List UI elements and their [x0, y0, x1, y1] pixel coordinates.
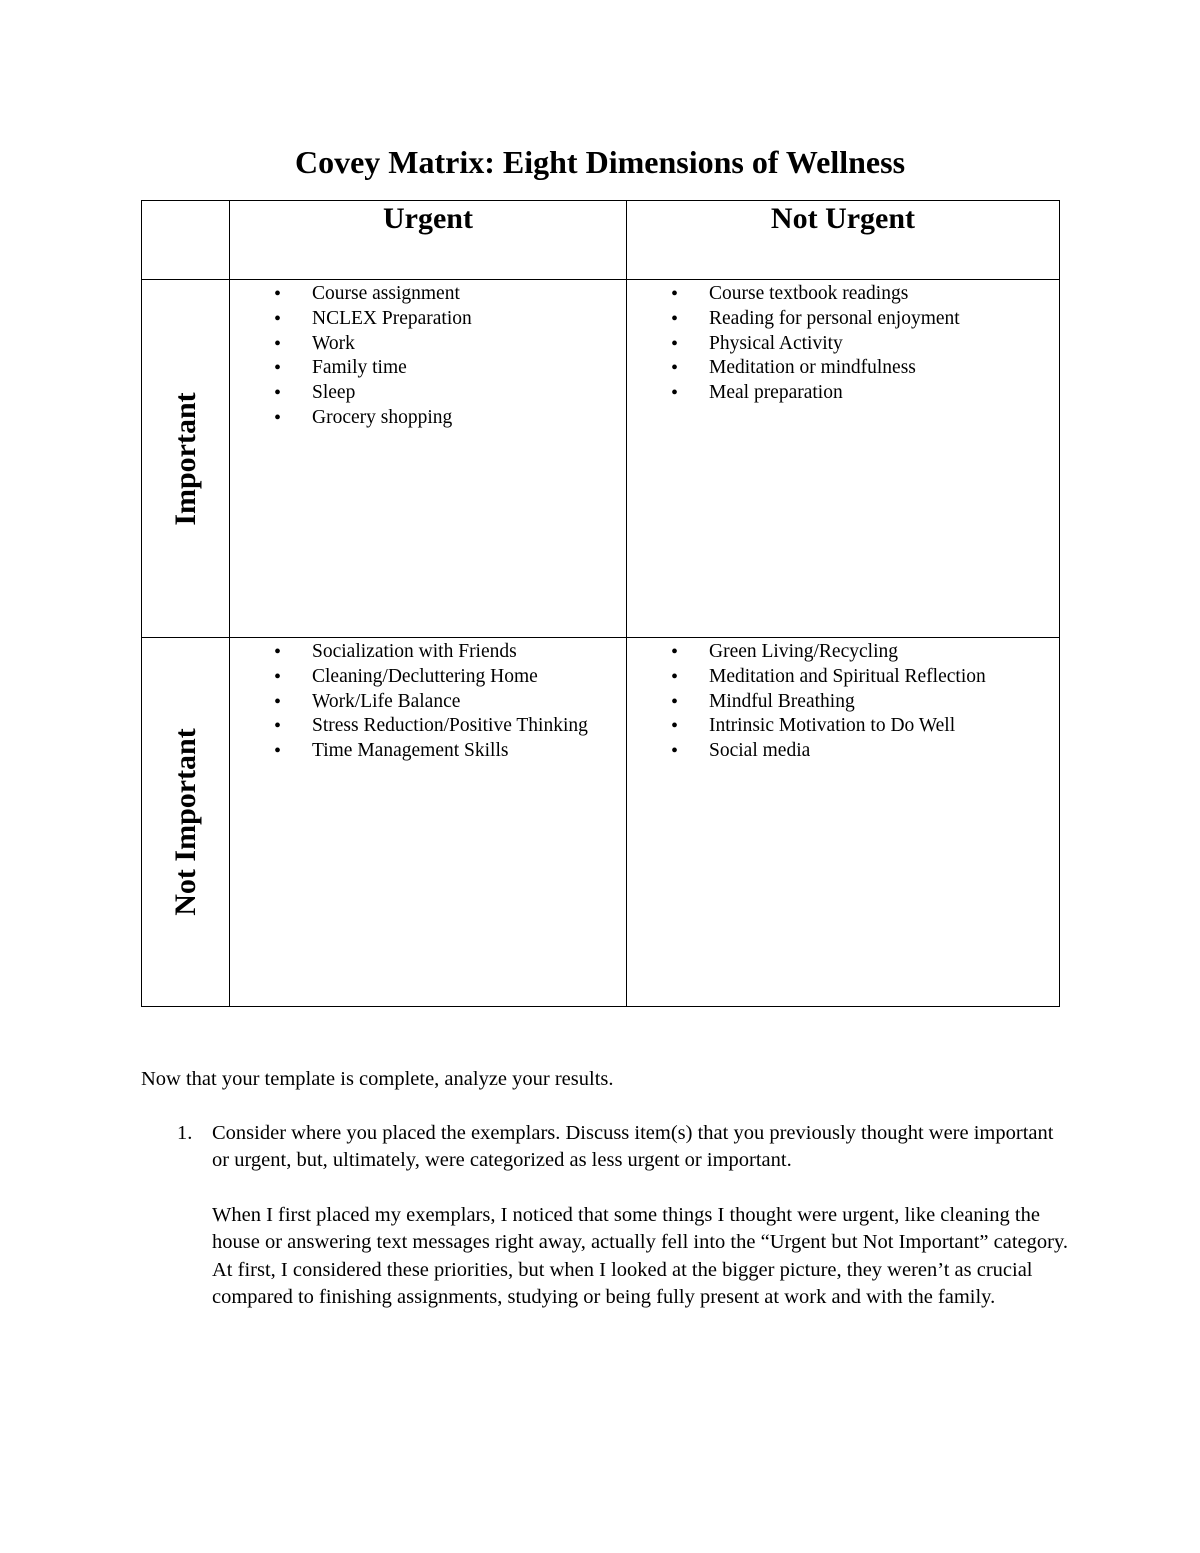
analysis-intro: Now that your template is complete, analyze your results. — [141, 1068, 614, 1090]
list-item: • Stress Reduction/Positive Thinking — [274, 714, 626, 739]
list-item: • Meditation and Spiritual Reflection — [671, 665, 1059, 690]
item-list-not-important-urgent — [230, 638, 626, 764]
quadrant-important-not-urgent — [627, 280, 1060, 638]
column-header-urgent: Urgent — [230, 201, 627, 280]
list-item: • Grocery shopping — [274, 406, 626, 431]
row-label-cell-not-important — [142, 638, 230, 1007]
list-item: • Sleep — [274, 381, 626, 406]
list-item: • Physical Activity — [671, 332, 1059, 357]
quadrant-not-important-urgent — [230, 638, 627, 1007]
question-answer: When I first placed my exemplars, I noticed that some things I thought were urgent, like cleaning the house or answering text messages right away, actually fell into the “Urgent but Not Important” category. At first, I considered these priorities, but when I looked at the bigger picture, they weren’t as crucial compared to finishing assignments, studying or being fully present at work and with the family. — [212, 1204, 1068, 1308]
question-prompt: Consider where you placed the exemplars. Discuss item(s) that you previously thought were important or urgent, but, ultimately, were categorized as less urgent or important. — [212, 1122, 1054, 1172]
document-title: Covey Matrix: Eight Dimensions of Wellness — [294, 144, 906, 180]
list-item: • Meal preparation — [671, 381, 1059, 406]
list-item: • Mindful Breathing — [671, 690, 1059, 715]
row-label-important: Important — [168, 391, 202, 526]
list-item: • Work — [274, 332, 626, 357]
matrix-header-row — [142, 201, 1060, 280]
list-item: • Time Management Skills — [274, 739, 626, 764]
list-item: • Course textbook readings — [671, 282, 1059, 307]
list-item: • Intrinsic Motivation to Do Well — [671, 714, 1059, 739]
row-label-not-important: Not Important — [168, 728, 202, 916]
list-item: • Reading for personal enjoyment — [671, 307, 1059, 332]
matrix-row-not-important — [142, 638, 1060, 1007]
matrix-row-important — [142, 280, 1060, 638]
list-item: • Green Living/Recycling — [671, 640, 1059, 665]
list-item: • Social media — [671, 739, 1059, 764]
question-number: 1. — [177, 1122, 193, 1144]
list-item: • Work/Life Balance — [274, 690, 626, 715]
column-header-not-urgent: Not Urgent — [627, 201, 1060, 280]
covey-matrix-table — [141, 200, 1060, 1007]
list-item: • Cleaning/Decluttering Home — [274, 665, 626, 690]
item-list-important-not-urgent — [627, 280, 1059, 406]
list-item: • Course assignment — [274, 282, 626, 307]
item-list-not-important-not-urgent — [627, 638, 1059, 764]
list-item: • NCLEX Preparation — [274, 307, 626, 332]
list-item: • Meditation or mindfulness — [671, 356, 1059, 381]
list-item: • Socialization with Friends — [274, 640, 626, 665]
row-label-cell-important — [142, 280, 230, 638]
item-list-important-urgent — [230, 280, 626, 431]
quadrant-important-urgent — [230, 280, 627, 638]
list-item: • Family time — [274, 356, 626, 381]
matrix-corner-cell — [142, 201, 230, 280]
quadrant-not-important-not-urgent — [627, 638, 1060, 1007]
